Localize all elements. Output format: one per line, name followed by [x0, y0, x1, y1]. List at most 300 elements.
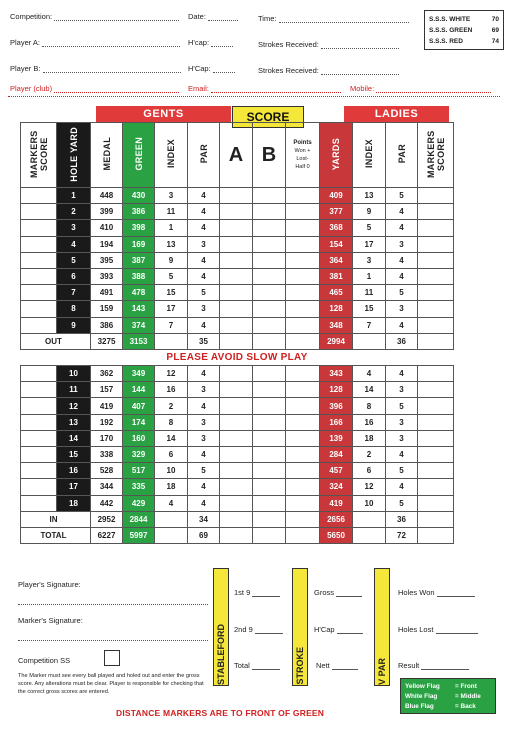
total-row-ladies-yards: 5650 [320, 527, 353, 543]
hole-row [21, 414, 454, 430]
score-b-cell[interactable] [253, 301, 286, 317]
marker-score-cell-right[interactable] [418, 301, 454, 317]
marker-score-cell[interactable] [21, 430, 57, 446]
col-index: INDEX [155, 123, 188, 188]
green-yards: 143 [123, 301, 155, 317]
strokes-b-label: Strokes Received: [258, 66, 319, 75]
marker-score-cell-right[interactable] [418, 382, 454, 398]
out-row-ladies-index-blank [353, 333, 386, 349]
in-row-ladies-index-blank [353, 511, 386, 527]
score-a-cell[interactable] [220, 430, 253, 446]
stableford-total-field[interactable]: Total [234, 661, 280, 670]
col-medal: MEDAL [91, 123, 123, 188]
points-cell[interactable] [286, 317, 320, 333]
stroke-index: 14 [155, 430, 188, 446]
white-flag-row: White Flag = Middle [405, 693, 481, 700]
score-b-cell[interactable] [253, 317, 286, 333]
par-value: 3 [188, 301, 220, 317]
green-yards: 478 [123, 285, 155, 301]
ladies-yards: 364 [320, 252, 353, 268]
marker-score-cell-right[interactable] [418, 285, 454, 301]
ladies-index: 1 [353, 268, 386, 284]
player-b-field[interactable] [10, 64, 181, 73]
score-b-cell[interactable] [253, 430, 286, 446]
hole-number: 12 [57, 398, 91, 414]
medal-yards: 395 [91, 252, 123, 268]
yellow-flag-row: Yellow Flag = Front [405, 683, 477, 690]
score-b-cell[interactable] [253, 268, 286, 284]
ladies-par: 3 [386, 414, 418, 430]
medal-yards: 344 [91, 479, 123, 495]
hole-number: 8 [57, 301, 91, 317]
hcap-field[interactable]: H'Cap [314, 625, 363, 634]
marker-score-cell[interactable] [21, 447, 57, 463]
par-value: 3 [188, 382, 220, 398]
mobile-field[interactable] [350, 84, 491, 93]
col-ladies-index: INDEX [353, 123, 386, 188]
score-a-cell[interactable] [220, 414, 253, 430]
ladies-par: 4 [386, 447, 418, 463]
points-cell[interactable] [286, 220, 320, 236]
nett-field[interactable]: Nett [316, 661, 358, 670]
hcap-b-label: H'Cap: [188, 64, 211, 73]
player-signature-line[interactable] [18, 604, 208, 605]
hole-row [21, 252, 454, 268]
marker-score-cell[interactable] [21, 479, 57, 495]
par-value: 4 [188, 252, 220, 268]
in-row-ladies-yards: 2656 [320, 511, 353, 527]
medal-yards: 338 [91, 447, 123, 463]
points-cell[interactable] [286, 236, 320, 252]
ladies-index: 13 [353, 188, 386, 204]
ladies-yards: 324 [320, 479, 353, 495]
green-yards: 374 [123, 317, 155, 333]
ladies-yards: 457 [320, 463, 353, 479]
marker-score-cell[interactable] [21, 495, 57, 511]
slow-play-row [21, 349, 454, 365]
competition-label: Competition: [10, 12, 53, 21]
in-row-score-b[interactable] [253, 511, 286, 527]
in-row-marker-right[interactable] [418, 511, 454, 527]
par-value: 5 [188, 463, 220, 479]
hole-number: 5 [57, 252, 91, 268]
points-cell[interactable] [286, 285, 320, 301]
par-value: 5 [188, 285, 220, 301]
ladies-par: 3 [386, 236, 418, 252]
vpar-bar: V PAR [374, 568, 390, 686]
player-club-label: Player (club) [10, 84, 53, 93]
green-yards: 407 [123, 398, 155, 414]
hole-number: 11 [57, 382, 91, 398]
hole-row [21, 268, 454, 284]
marker-score-cell-right[interactable] [418, 447, 454, 463]
score-a-cell[interactable] [220, 447, 253, 463]
points-cell[interactable] [286, 188, 320, 204]
par-value: 4 [188, 220, 220, 236]
par-value: 3 [188, 236, 220, 252]
score-a-cell[interactable] [220, 382, 253, 398]
par-value: 4 [188, 447, 220, 463]
ladies-par: 5 [386, 463, 418, 479]
marker-score-cell[interactable] [21, 220, 57, 236]
hole-number: 7 [57, 285, 91, 301]
first9-field[interactable]: 1st 9 [234, 588, 280, 597]
hole-number: 10 [57, 366, 91, 382]
in-row-label: IN [21, 511, 91, 527]
ladies-par: 3 [386, 430, 418, 446]
ladies-yards: 139 [320, 430, 353, 446]
hole-row [21, 301, 454, 317]
medal-yards: 157 [91, 382, 123, 398]
green-yards: 169 [123, 236, 155, 252]
in-row-medal: 2952 [91, 511, 123, 527]
column-header-row [21, 123, 454, 188]
green-yards: 335 [123, 479, 155, 495]
hcap-b-field[interactable] [188, 64, 235, 73]
score-b-cell[interactable] [253, 188, 286, 204]
total-row-score-a[interactable] [220, 527, 253, 543]
stroke-index: 15 [155, 285, 188, 301]
ladies-yards: 154 [320, 236, 353, 252]
score-b-cell[interactable] [253, 479, 286, 495]
ladies-par: 4 [386, 317, 418, 333]
col-a: A [220, 123, 253, 188]
green-yards: 430 [123, 188, 155, 204]
ladies-par: 4 [386, 479, 418, 495]
marker-score-cell[interactable] [21, 414, 57, 430]
par-value: 4 [188, 479, 220, 495]
points-cell[interactable] [286, 479, 320, 495]
in-row-index-blank [155, 511, 188, 527]
stroke-index: 4 [155, 495, 188, 511]
hole-row [21, 430, 454, 446]
ladies-index: 18 [353, 430, 386, 446]
hole-number: 18 [57, 495, 91, 511]
hole-number: 13 [57, 414, 91, 430]
stroke-index: 10 [155, 463, 188, 479]
score-a-cell[interactable] [220, 285, 253, 301]
col-hole-yard: HOLE YARD [57, 123, 91, 188]
hole-number: 2 [57, 204, 91, 220]
score-a-cell[interactable] [220, 317, 253, 333]
medal-yards: 410 [91, 220, 123, 236]
marker-score-cell[interactable] [21, 252, 57, 268]
in-row-points[interactable] [286, 511, 320, 527]
green-yards: 386 [123, 204, 155, 220]
marker-score-cell[interactable] [21, 204, 57, 220]
out-row-index-blank [155, 333, 188, 349]
holes-won-field[interactable]: Holes Won [398, 588, 475, 597]
in-row-ladies-par: 36 [386, 511, 418, 527]
score-a-cell[interactable] [220, 188, 253, 204]
hole-number: 3 [57, 220, 91, 236]
green-yards: 144 [123, 382, 155, 398]
col-points: Points Won + Lost- Half 0 [286, 123, 320, 188]
score-a-cell[interactable] [220, 252, 253, 268]
hcap-a-label: H'cap: [188, 38, 210, 47]
marker-score-cell[interactable] [21, 188, 57, 204]
hole-number: 15 [57, 447, 91, 463]
score-b-cell[interactable] [253, 447, 286, 463]
score-a-cell[interactable] [220, 398, 253, 414]
hole-number: 16 [57, 463, 91, 479]
out-row-marker-right[interactable] [418, 333, 454, 349]
green-yards: 174 [123, 414, 155, 430]
ladies-index: 10 [353, 495, 386, 511]
hole-number: 4 [57, 236, 91, 252]
time-field[interactable] [258, 14, 409, 23]
score-b-cell[interactable] [253, 252, 286, 268]
score-a-cell[interactable] [220, 301, 253, 317]
ladies-index: 8 [353, 398, 386, 414]
total-row [21, 527, 454, 543]
score-b-cell[interactable] [253, 220, 286, 236]
par-value: 3 [188, 414, 220, 430]
sss-box [424, 10, 504, 50]
score-a-cell[interactable] [220, 236, 253, 252]
ladies-par: 4 [386, 252, 418, 268]
green-yards: 398 [123, 220, 155, 236]
strokes-a-label: Strokes Received: [258, 40, 319, 49]
sss-red: S.S.S. RED 74 [429, 38, 499, 45]
ladies-par: 5 [386, 285, 418, 301]
marker-score-cell-right[interactable] [418, 430, 454, 446]
stroke-index: 7 [155, 317, 188, 333]
in-row-score-a[interactable] [220, 511, 253, 527]
ladies-yards: 348 [320, 317, 353, 333]
strokes-a-field[interactable] [258, 40, 399, 49]
points-cell[interactable] [286, 463, 320, 479]
in-row [21, 511, 454, 527]
marker-score-cell[interactable] [21, 317, 57, 333]
marker-score-cell[interactable] [21, 301, 57, 317]
marker-score-cell[interactable] [21, 382, 57, 398]
marker-score-cell-right[interactable] [418, 220, 454, 236]
marker-score-cell[interactable] [21, 268, 57, 284]
points-cell[interactable] [286, 268, 320, 284]
ladies-index: 2 [353, 447, 386, 463]
hole-number: 9 [57, 317, 91, 333]
second9-field[interactable]: 2nd 9 [234, 625, 283, 634]
sss-white: S.S.S. WHITE 70 [429, 16, 499, 23]
marker-signature-line[interactable] [18, 640, 208, 641]
score-a-cell[interactable] [220, 479, 253, 495]
marker-score-cell[interactable] [21, 285, 57, 301]
player-b-label: Player B: [10, 64, 41, 73]
distance-markers-note: DISTANCE MARKERS ARE TO FRONT OF GREEN [116, 708, 325, 718]
ladies-yards: 465 [320, 285, 353, 301]
score-a-cell[interactable] [220, 220, 253, 236]
score-a-cell[interactable] [220, 463, 253, 479]
points-cell[interactable] [286, 495, 320, 511]
flag-legend [400, 678, 496, 714]
total-row-par: 69 [188, 527, 220, 543]
ladies-index: 9 [353, 204, 386, 220]
hcap-a-field[interactable] [188, 38, 233, 47]
score-b-cell[interactable] [253, 236, 286, 252]
score-b-cell[interactable] [253, 398, 286, 414]
strokes-b-field[interactable] [258, 66, 399, 75]
par-value: 4 [188, 268, 220, 284]
marker-score-cell[interactable] [21, 463, 57, 479]
ladies-yards: 343 [320, 366, 353, 382]
stroke-index: 18 [155, 479, 188, 495]
marker-score-cell[interactable] [21, 398, 57, 414]
hole-number: 1 [57, 188, 91, 204]
total-row-marker-right[interactable] [418, 527, 454, 543]
ladies-index: 5 [353, 220, 386, 236]
score-a-cell[interactable] [220, 204, 253, 220]
total-row-points[interactable] [286, 527, 320, 543]
medal-yards: 194 [91, 236, 123, 252]
ladies-yards: 419 [320, 495, 353, 511]
points-cell[interactable] [286, 398, 320, 414]
score-b-cell[interactable] [253, 366, 286, 382]
score-b-cell[interactable] [253, 495, 286, 511]
points-cell[interactable] [286, 301, 320, 317]
out-row-score-b[interactable] [253, 333, 286, 349]
out-row-label: OUT [21, 333, 91, 349]
col-green: GREEN [123, 123, 155, 188]
points-cell[interactable] [286, 252, 320, 268]
col-par: PAR [188, 123, 220, 188]
blue-flag-row: Blue Flag = Back [405, 703, 476, 710]
marker-score-cell-right[interactable] [418, 366, 454, 382]
out-row-green: 3153 [123, 333, 155, 349]
marker-score-cell-right[interactable] [418, 252, 454, 268]
competition-field[interactable] [10, 12, 179, 21]
marker-score-cell-right[interactable] [418, 204, 454, 220]
ladies-index: 6 [353, 463, 386, 479]
stroke-index: 13 [155, 236, 188, 252]
points-cell[interactable] [286, 366, 320, 382]
hole-row [21, 495, 454, 511]
marker-score-cell-right[interactable] [418, 414, 454, 430]
col-ladies-par: PAR [386, 123, 418, 188]
marker-score-cell-right[interactable] [418, 398, 454, 414]
marker-score-cell-right[interactable] [418, 495, 454, 511]
marker-score-cell-right[interactable] [418, 268, 454, 284]
points-cell[interactable] [286, 382, 320, 398]
ladies-yards: 381 [320, 268, 353, 284]
score-a-cell[interactable] [220, 268, 253, 284]
stroke-index: 1 [155, 220, 188, 236]
marker-score-cell-right[interactable] [418, 236, 454, 252]
holes-lost-field[interactable]: Holes Lost [398, 625, 478, 634]
col-yards: YARDS [320, 123, 353, 188]
green-yards: 349 [123, 366, 155, 382]
medal-yards: 528 [91, 463, 123, 479]
header-divider [8, 96, 500, 97]
green-yards: 387 [123, 252, 155, 268]
green-yards: 429 [123, 495, 155, 511]
date-field[interactable] [188, 12, 238, 21]
score-table [20, 122, 454, 544]
marker-score-cell-right[interactable] [418, 188, 454, 204]
ladies-yards: 284 [320, 447, 353, 463]
marker-score-cell-right[interactable] [418, 479, 454, 495]
ladies-par: 5 [386, 188, 418, 204]
marker-score-cell-right[interactable] [418, 317, 454, 333]
par-value: 4 [188, 204, 220, 220]
score-b-cell[interactable] [253, 382, 286, 398]
score-a-cell[interactable] [220, 366, 253, 382]
ladies-par: 4 [386, 220, 418, 236]
points-cell[interactable] [286, 447, 320, 463]
hole-row [21, 220, 454, 236]
hole-row [21, 382, 454, 398]
score-a-cell[interactable] [220, 495, 253, 511]
competition-ss-box[interactable] [104, 650, 120, 666]
points-cell[interactable] [286, 430, 320, 446]
ladies-yards: 377 [320, 204, 353, 220]
out-row-par: 35 [188, 333, 220, 349]
marker-score-cell[interactable] [21, 366, 57, 382]
player-club-field[interactable] [10, 84, 179, 93]
stroke-index: 11 [155, 204, 188, 220]
medal-yards: 442 [91, 495, 123, 511]
stroke-index: 3 [155, 188, 188, 204]
total-row-ladies-index-blank [353, 527, 386, 543]
ladies-par: 3 [386, 301, 418, 317]
ladies-par: 5 [386, 495, 418, 511]
sss-green: S.S.S. GREEN 69 [429, 27, 499, 34]
in-row-green: 2844 [123, 511, 155, 527]
marker-signature-label: Marker's Signature: [18, 616, 83, 625]
stroke-index: 6 [155, 447, 188, 463]
date-label: Date: [188, 12, 206, 21]
par-value: 4 [188, 495, 220, 511]
score-b-cell[interactable] [253, 463, 286, 479]
par-value: 4 [188, 366, 220, 382]
score-b-cell[interactable] [253, 414, 286, 430]
green-yards: 517 [123, 463, 155, 479]
mobile-label: Mobile: [350, 84, 375, 93]
total-row-score-b[interactable] [253, 527, 286, 543]
result-field[interactable]: Result [398, 661, 469, 670]
gents-band: GENTS [96, 106, 231, 122]
ladies-yards: 409 [320, 188, 353, 204]
points-cell[interactable] [286, 204, 320, 220]
email-field[interactable] [188, 84, 341, 93]
medal-yards: 170 [91, 430, 123, 446]
par-value: 4 [188, 188, 220, 204]
ladies-index: 12 [353, 479, 386, 495]
marker-score-cell-right[interactable] [418, 463, 454, 479]
hole-row [21, 204, 454, 220]
player-a-field[interactable] [10, 38, 180, 47]
col-markers-score-right: MARKERS SCORE [418, 123, 454, 188]
ladies-index: 11 [353, 285, 386, 301]
gross-field[interactable]: Gross [314, 588, 362, 597]
out-row-points[interactable] [286, 333, 320, 349]
hole-row [21, 366, 454, 382]
ladies-yards: 396 [320, 398, 353, 414]
time-label: Time: [258, 14, 277, 23]
ladies-index: 15 [353, 301, 386, 317]
ladies-index: 3 [353, 252, 386, 268]
points-cell[interactable] [286, 414, 320, 430]
marker-score-cell[interactable] [21, 236, 57, 252]
ladies-band: LADIES [344, 106, 449, 122]
ladies-par: 5 [386, 398, 418, 414]
out-row-score-a[interactable] [220, 333, 253, 349]
ladies-yards: 368 [320, 220, 353, 236]
score-b-cell[interactable] [253, 204, 286, 220]
ladies-index: 17 [353, 236, 386, 252]
green-yards: 160 [123, 430, 155, 446]
score-b-cell[interactable] [253, 285, 286, 301]
